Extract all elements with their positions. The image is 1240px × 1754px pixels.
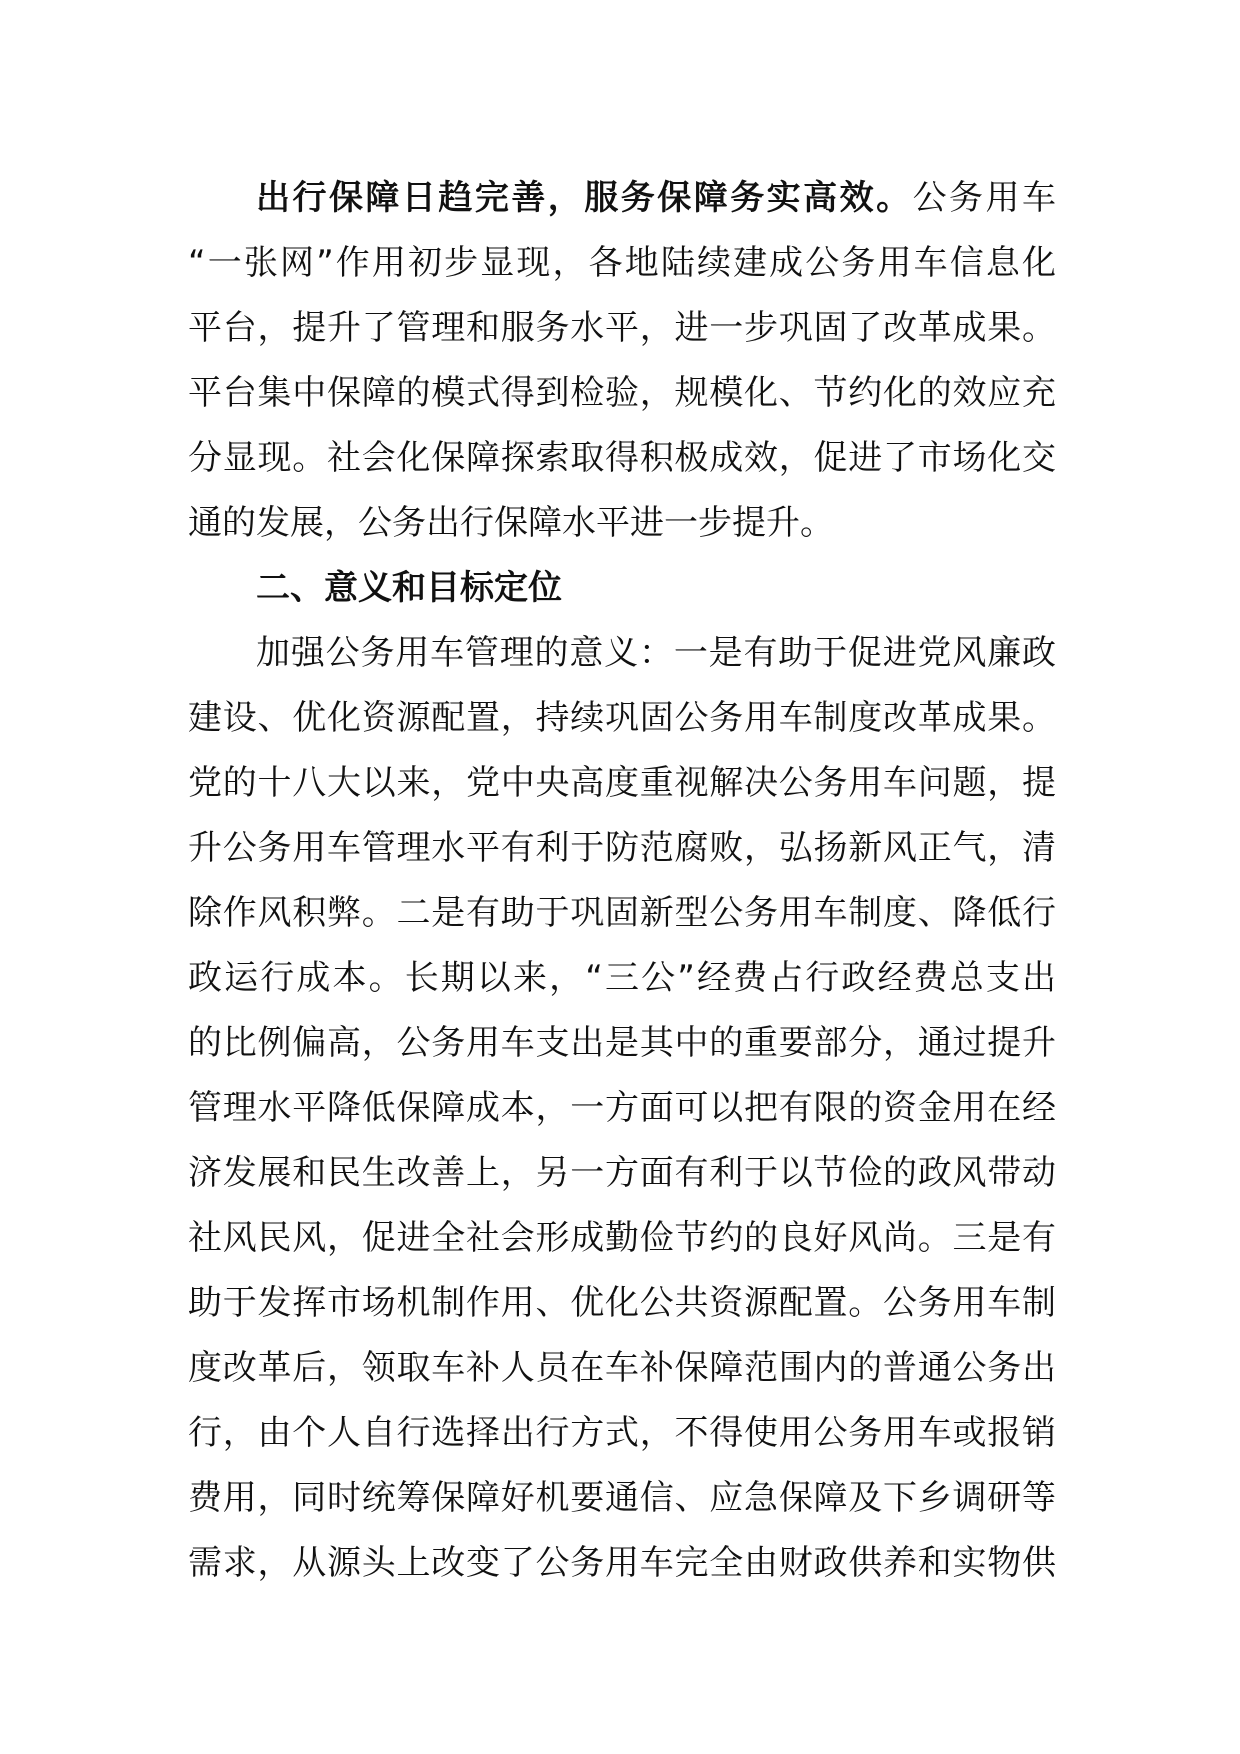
paragraph-line: 政运行成本。长期以来，“三公”经费占行政经费总支出 (188, 958, 1056, 998)
paragraph-line: 管理水平降低保障成本，一方面可以把有限的资金用在经 (188, 1088, 1056, 1128)
paragraph-line: 的比例偏高，公务用车支出是其中的重要部分，通过提升 (188, 1023, 1056, 1063)
paragraph-line: 行，由个人自行选择出行方式，不得使用公务用车或报销 (188, 1413, 1056, 1453)
document-page (188, 166, 1056, 1596)
paragraph-line: 党的十八大以来，党中央高度重视解决公务用车问题，提 (188, 763, 1056, 803)
paragraph-line: 社风民风，促进全社会形成勤俭节约的良好风尚。三是有 (188, 1218, 1056, 1258)
paragraph-line: “一张网”作用初步显现，各地陆续建成公务用车信息化 (188, 243, 1056, 283)
paragraph-text: 公务用车 (912, 178, 1056, 218)
paragraph-line: 加强公务用车管理的意义：一是有助于促进党风廉政 (256, 633, 1056, 673)
paragraph-lead-bold: 出行保障日趋完善，服务保障务实高效。 (256, 178, 913, 218)
paragraph-line: 除作风积弊。二是有助于巩固新型公务用车制度、降低行 (188, 893, 1056, 933)
paragraph-line: 济发展和民生改善上，另一方面有利于以节俭的政风带动 (188, 1153, 1056, 1193)
paragraph-line: 助于发挥市场机制作用、优化公共资源配置。公务用车制 (188, 1283, 1056, 1323)
paragraph-line: 建设、优化资源配置，持续巩固公务用车制度改革成果。 (188, 698, 1056, 738)
paragraph-line: 平台，提升了管理和服务水平，进一步巩固了改革成果。 (188, 308, 1056, 348)
paragraph-line: 需求，从源头上改变了公务用车完全由财政供养和实物供 (188, 1543, 1056, 1583)
section-heading: 二、意义和目标定位 (256, 568, 562, 608)
paragraph-line: 平台集中保障的模式得到检验，规模化、节约化的效应充 (188, 373, 1056, 413)
paragraph-line: 分显现。社会化保障探索取得积极成效，促进了市场化交 (188, 438, 1056, 478)
paragraph-line: 通的发展，公务出行保障水平进一步提升。 (188, 503, 834, 543)
paragraph-line: 度改革后，领取车补人员在车补保障范围内的普通公务出 (188, 1348, 1056, 1388)
paragraph-line: 费用，同时统筹保障好机要通信、应急保障及下乡调研等 (188, 1478, 1056, 1518)
paragraph-line (188, 166, 1056, 231)
paragraph-line: 升公务用车管理水平有利于防范腐败，弘扬新风正气，清 (188, 828, 1056, 868)
